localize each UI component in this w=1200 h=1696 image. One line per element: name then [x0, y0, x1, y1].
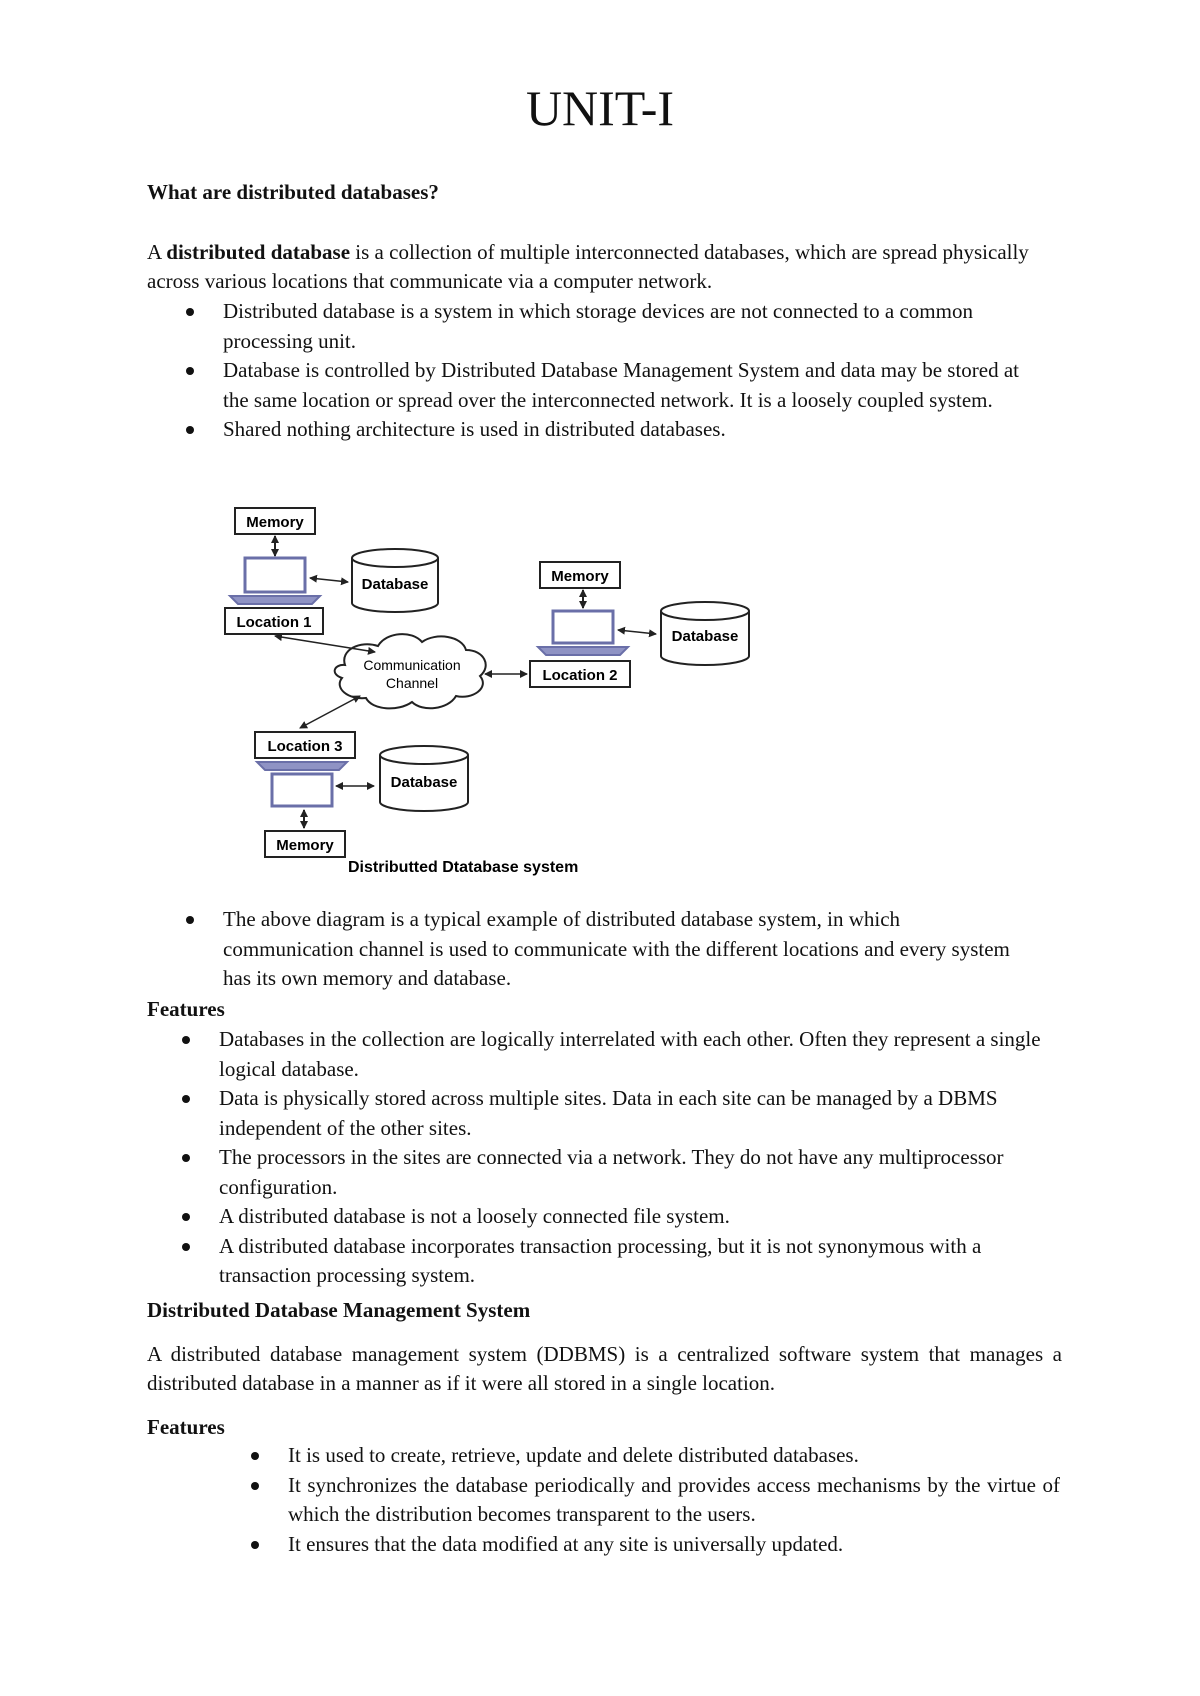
database-label-2: Database	[671, 628, 739, 645]
database-icon-2	[661, 602, 749, 665]
laptop-icon	[538, 611, 628, 655]
location-box-3	[255, 732, 355, 758]
list-item	[223, 297, 1043, 356]
bullet-icon	[186, 367, 194, 375]
section-heading-what-are: What are distributed databases?	[147, 180, 439, 204]
laptop-icon	[230, 558, 320, 604]
list-item-text: Database is controlled by Distributed Database Management System and data may be stored at the same location or spread over the interconnected network. It is a loosely coupled system.	[223, 358, 1020, 412]
list-item	[219, 1084, 1054, 1143]
bullet-icon	[186, 916, 194, 924]
database-link-1	[310, 578, 348, 582]
list-item	[223, 905, 1023, 994]
features2-bullet-list	[288, 1441, 1060, 1559]
features2-heading: Features	[147, 1415, 225, 1439]
intro-paragraph	[147, 238, 1062, 296]
bullet-icon	[182, 1213, 190, 1221]
list-item-text: A distributed database is not a loosely connected file system.	[219, 1204, 730, 1228]
ddbms-paragraph: A distributed database management system (DDBMS) is a centralized software system that manages a distributed database in a manner as if it were all stored in a single location.	[147, 1342, 1062, 1395]
intro-bold-term: distributed database	[166, 240, 351, 264]
channel-label-line1: Communication	[363, 657, 461, 673]
bullet-icon	[251, 1541, 259, 1549]
database-icon-3	[380, 746, 468, 811]
bullet-icon	[251, 1452, 259, 1460]
location-label-3: Location 3	[267, 738, 343, 755]
channel-label-line2: Channel	[385, 675, 439, 691]
memory-label-1: Memory	[246, 514, 304, 531]
ddbms-heading: Distributed Database Management System	[147, 1298, 531, 1322]
bullet-icon	[182, 1036, 190, 1044]
list-item-text: Distributed database is a system in which storage devices are not connected to a common processing unit.	[223, 299, 973, 353]
database-icon-1	[352, 549, 438, 612]
memory-label-3: Memory	[276, 837, 334, 854]
list-item	[288, 1441, 1060, 1471]
bullet-icon	[182, 1243, 190, 1251]
bullet-icon	[182, 1095, 190, 1103]
list-item-text: It is used to create, retrieve, update and delete distributed databases.	[288, 1443, 859, 1467]
database-label-1: Database	[361, 576, 429, 593]
list-item-text: Databases in the collection are logically interrelated with each other. Often they represent a single logical database.	[219, 1027, 1041, 1081]
list-item	[288, 1530, 1060, 1560]
list-item-text: Data is physically stored across multiple sites. Data in each site can be managed by a DBMS independent of the other sites.	[219, 1086, 998, 1140]
list-item-text: A distributed database incorporates transaction processing, but it is not synonymous with a transaction processing system.	[219, 1233, 982, 1287]
memory-label-2: Memory	[551, 568, 609, 585]
bullet-icon	[186, 308, 194, 316]
laptop-icon	[257, 762, 347, 806]
location-box-2	[530, 661, 630, 687]
list-item	[223, 415, 1043, 445]
location-label-2: Location 2	[542, 667, 618, 684]
list-item-text: The above diagram is a typical example of distributed database system, in which communication channel is used to communicate with the different locations and every system has its own memory and database.	[223, 907, 1010, 990]
intro-rest: is a collection of multiple interconnected databases, which are spread physically across various locations that communicate via a computer network.	[147, 240, 1029, 293]
distributed-database-diagram	[200, 500, 780, 880]
bullet-icon	[186, 426, 194, 434]
list-item	[288, 1471, 1060, 1530]
list-item	[219, 1232, 1054, 1291]
features-bullet-list	[219, 1025, 1054, 1291]
location-label-1: Location 1	[236, 614, 312, 631]
intro-prefix: A	[147, 240, 167, 264]
list-item-text: It synchronizes the database periodically and provides access mechanisms by the virtue of which the distribution becomes transparent to the users.	[288, 1472, 1060, 1526]
database-label-3: Database	[390, 774, 458, 791]
memory-box-3	[265, 831, 345, 857]
list-item	[223, 356, 1043, 415]
list-item-text: The processors in the sites are connected via a network. They do not have any multiprocessor configuration.	[219, 1145, 1004, 1199]
bullet-icon	[251, 1482, 259, 1490]
memory-box-1	[235, 508, 315, 534]
list-item-text: Shared nothing architecture is used in distributed databases.	[223, 417, 726, 441]
list-item-text: It ensures that the data modified at any site is universally updated.	[288, 1531, 844, 1556]
page-title: UNIT-I	[525, 80, 675, 136]
list-item	[219, 1202, 1054, 1232]
database-link-2	[618, 630, 656, 634]
list-item	[219, 1025, 1054, 1084]
diagram-note-list	[223, 905, 1023, 994]
diagram-caption: Distributted Dtatabase system	[348, 859, 579, 876]
location-box-1	[225, 608, 323, 634]
features-heading: Features	[147, 997, 225, 1021]
section1-bullet-list	[223, 297, 1043, 445]
channel-link-3	[300, 696, 360, 728]
list-item	[219, 1143, 1054, 1202]
bullet-icon	[182, 1154, 190, 1162]
memory-box-2	[540, 562, 620, 588]
